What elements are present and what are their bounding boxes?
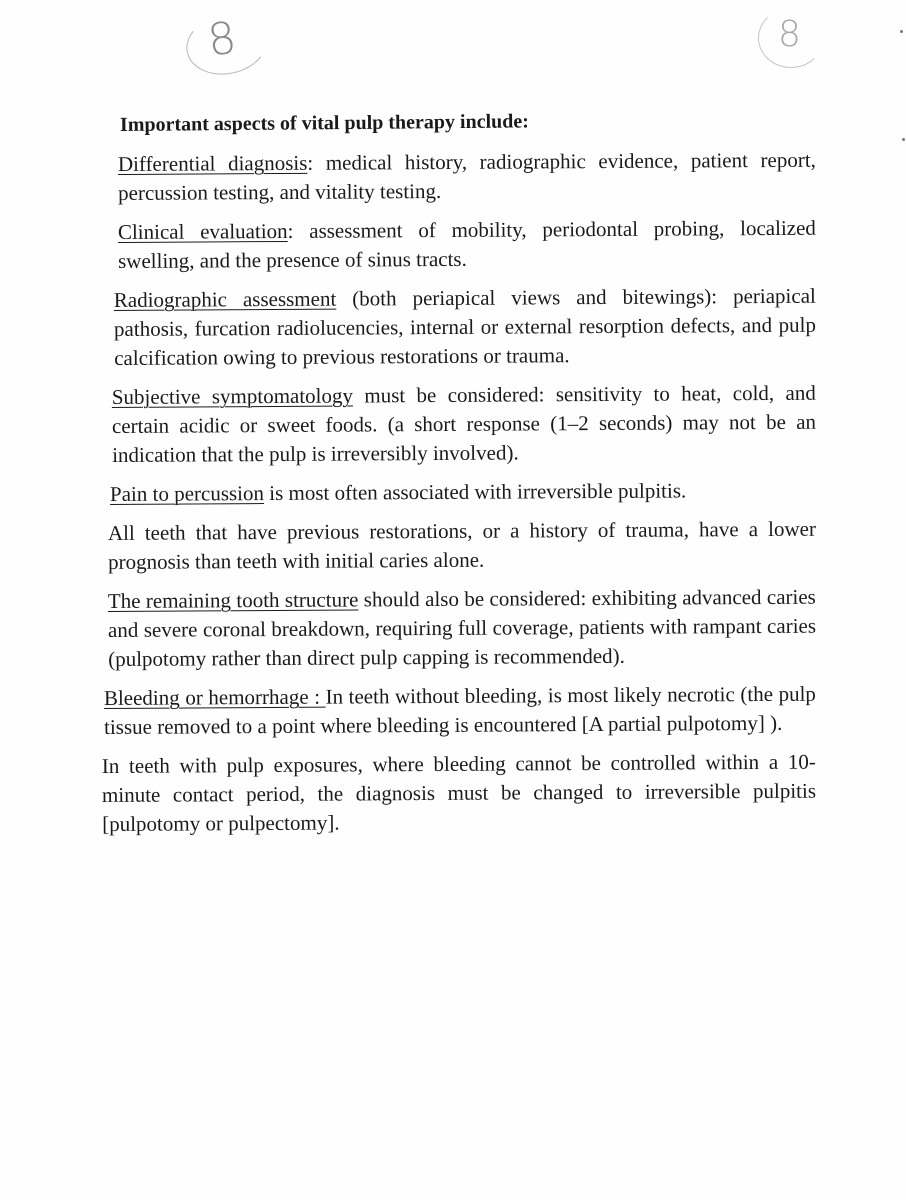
paragraph-differential-diagnosis [118,146,816,208]
paragraph-text: should also be considered: exhibiting advanced caries and severe coronal breakdown, requiring full coverage, patients with rampant caries (pulpotomy rather than direct pulp capping is recommended). [107,584,817,671]
paragraph-pain-to-percussion [110,476,816,509]
paragraph-text: In teeth with pulp exposures, where bleeding cannot be controlled within a 10-minute contact period, the diagnosis must be changed to irreversible pulpitis [pulpotomy or pulpectomy]. [101,749,817,836]
paragraph-text: is most often associated with irreversible pulpitis. [263,478,687,506]
handwritten-page-number-right: 8 [778,14,801,55]
paragraph-radiographic-assessment [114,282,817,373]
paragraph-remaining-tooth-structure [108,583,817,674]
paragraph-text: : medical history, radiographic evidence, patient report, percussion testing, and vitality testing. [118,147,816,205]
paragraph-text: must be considered: sensitivity to heat, cold, and certain acidic or sweet foods. (a short response (1–2 seconds) may not be an indication that the pulp is irreversibly involved). [111,380,817,467]
paragraph-term: Radiographic assessment [113,286,337,313]
scan-speck [902,138,905,141]
paragraph-term: Subjective symptomatology [111,383,354,410]
section-heading: Important aspects of vital pulp therapy include: [119,110,529,136]
paragraph-text: (both periapical views and bitewings): periapical pathosis, furcation radiolucencies, internal or external resorption defects, and pulp calcification owing to previous restorations or trauma. [113,283,817,370]
handwritten-page-number-left: 8 [204,12,240,67]
paragraph-clinical-evaluation [118,214,816,276]
scan-speck [900,30,903,33]
document-body [101,110,817,849]
paragraph-term: Bleeding or hemorrhage : [103,684,326,711]
paragraph-term: Differential diagnosis [117,150,308,177]
paragraph-term: The remaining tooth structure [107,587,359,614]
paragraph-text: : assessment of mobility, periodontal probing, localized swelling, and the presence of sinus tracts. [118,215,816,273]
paragraph-text: All teeth that have previous restorations, or a history of trauma, have a lower prognosis than teeth with initial caries alone. [107,516,816,574]
paragraph-previous-restorations [108,515,816,577]
paragraph-bleeding-or-hemorrhage [104,680,816,742]
paragraph-pulp-exposures [102,748,817,839]
paragraph-subjective-symptomatology [112,379,817,470]
paragraph-term: Clinical evaluation [117,218,288,245]
paragraph-term: Pain to percussion [109,481,265,506]
paragraph-text: In teeth without bleeding, is most likely necrotic (the pulp tissue removed to a point where bleeding is encountered [A partial pulpotomy] ). [104,681,816,739]
